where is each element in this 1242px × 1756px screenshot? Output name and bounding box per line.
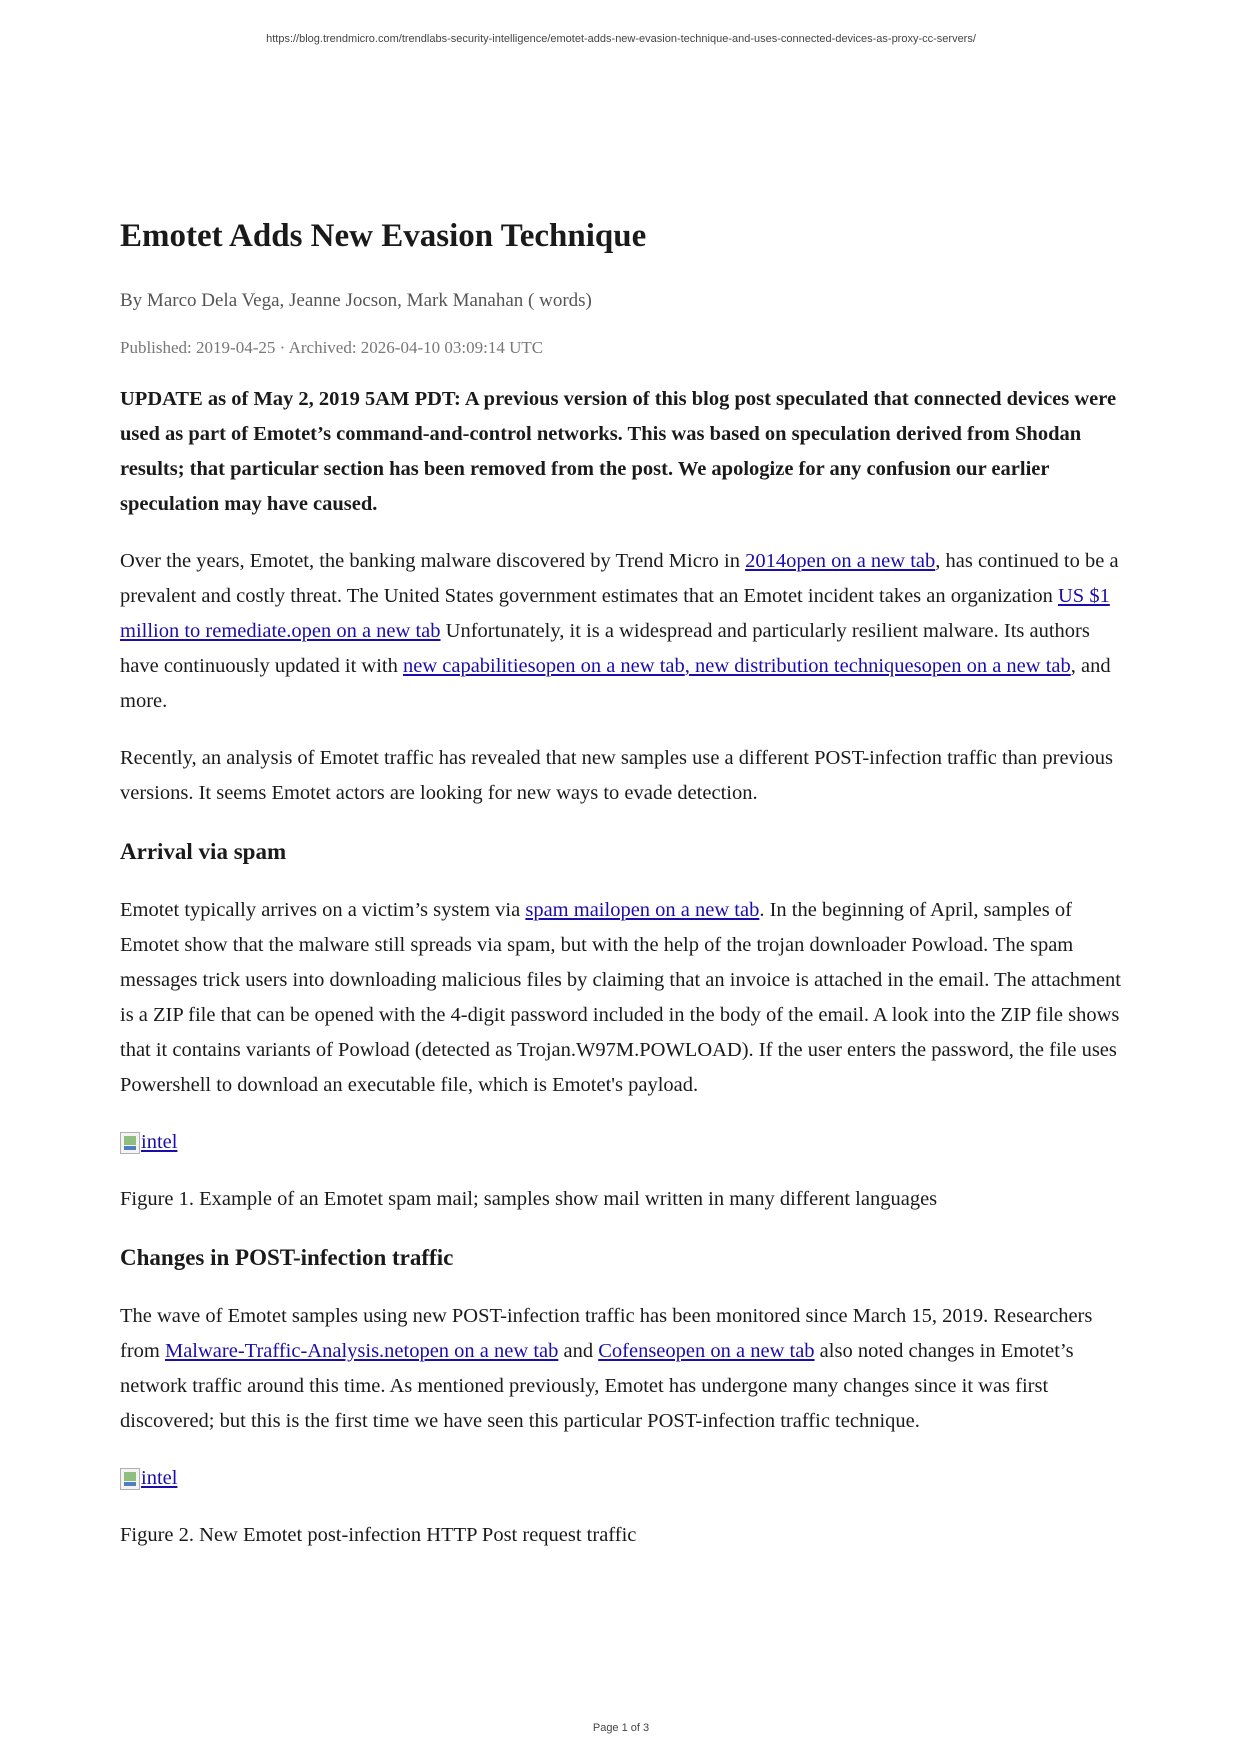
broken-image-icon (120, 1468, 140, 1490)
figure-2-link[interactable] (120, 1461, 177, 1496)
text: Emotet typically arrives on a victim’s system via (120, 899, 526, 921)
byline: By Marco Dela Vega, Jeanne Jocson, Mark Manahan ( words) (120, 290, 592, 311)
figure-1-link[interactable] (120, 1125, 177, 1160)
section-heading-post-infection: Changes in POST-infection traffic (120, 1245, 454, 1270)
figure-2 (120, 1461, 1130, 1496)
article (120, 212, 1130, 1553)
link-malware-traffic-analysis[interactable]: Malware-Traffic-Analysis.netopen on a new tab (164, 1340, 559, 1362)
text: and (558, 1340, 599, 1362)
arrival-paragraph (120, 893, 1130, 1103)
text: The wave of Emotet samples using new POST-infection traffic has been monitored since March 15, 2019. Researchers from (120, 1305, 1093, 1362)
text: , has continued to be a prevalent and costly threat. The United States government estimates that an Emotet incident takes an organization (120, 550, 1119, 607)
figure-2-caption: Figure 2. New Emotet post-infection HTTP Post request traffic (120, 1524, 637, 1546)
page-title: Emotet Adds New Evasion Technique (120, 218, 647, 254)
published-date: Published: 2019-04-25 · Archived: 2026-04-10 03:09:14 UTC (120, 338, 544, 357)
broken-image-icon (120, 1132, 140, 1154)
link-new-capabilities[interactable]: new capabilitiesopen on a new tab (402, 655, 685, 677)
post-infection-paragraph (120, 1299, 1130, 1439)
page-url: https://blog.trendmicro.com/trendlabs-security-intelligence/emotet-adds-new-evasion-technique-and-uses-connected-devices-as-proxy-cc-servers/ (266, 33, 976, 45)
page-number: Page 1 of 3 (592, 1722, 650, 1734)
figure-1 (120, 1125, 1130, 1160)
text: Over the years, Emotet, the banking malware discovered by Trend Micro in (120, 550, 746, 572)
text: , and more. (120, 655, 1111, 712)
intro-paragraph (120, 544, 1130, 719)
link-remediation-cost[interactable]: US $1 million to remediate.open on a new tab (120, 585, 1110, 642)
update-notice: UPDATE as of May 2, 2019 5AM PDT: A previous version of this blog post speculated that connected devices were used as part of Emotet’s command-and-control networks. This was based on speculation derived from Shodan results; that particular section has been removed from the post. We apologize for any confusion our earlier speculation may have caused. (120, 388, 1117, 515)
link-spam-mail[interactable]: spam mailopen on a new tab (525, 899, 760, 921)
link-2014[interactable]: 2014open on a new tab (745, 550, 936, 572)
text: . In the beginning of April, samples of Emotet show that the malware still spreads via spam, but with the help of the trojan downloader Powload. The spam messages trick users into downloading malicious files by claiming that an invoice is attached in the email. The attachment is a ZIP file that can be opened with the 4-digit password included in the body of the email. A look into the ZIP file shows that it contains variants of Powload (detected as Trojan.W97M.POWLOAD). If the user enters the password, the file uses Powershell to download an executable file, which is Emotet's payload. (120, 899, 1122, 1096)
figure-1-alt: intel (141, 1131, 178, 1153)
analysis-paragraph: Recently, an analysis of Emotet traffic has revealed that new samples use a different POST-infection traffic than previous versions. It seems Emotet actors are looking for new ways to evade detection. (120, 747, 1113, 804)
section-heading-arrival: Arrival via spam (120, 839, 287, 864)
figure-1-caption: Figure 1. Example of an Emotet spam mail; samples show mail written in many different languages (120, 1188, 938, 1210)
text: Unfortunately, it is a widespread and particularly resilient malware. Its authors have continuously updated it with (120, 620, 1090, 677)
link-cofense[interactable]: Cofenseopen on a new tab (598, 1340, 815, 1362)
text: also noted changes in Emotet’s network traffic around this time. As mentioned previously, Emotet has undergone many changes since it was first discovered; but this is the first time we have seen this particular POST-infection traffic technique. (120, 1340, 1074, 1432)
link-distribution-techniques[interactable]: , new distribution techniquesopen on a new tab (684, 655, 1071, 677)
figure-2-alt: intel (141, 1467, 178, 1489)
